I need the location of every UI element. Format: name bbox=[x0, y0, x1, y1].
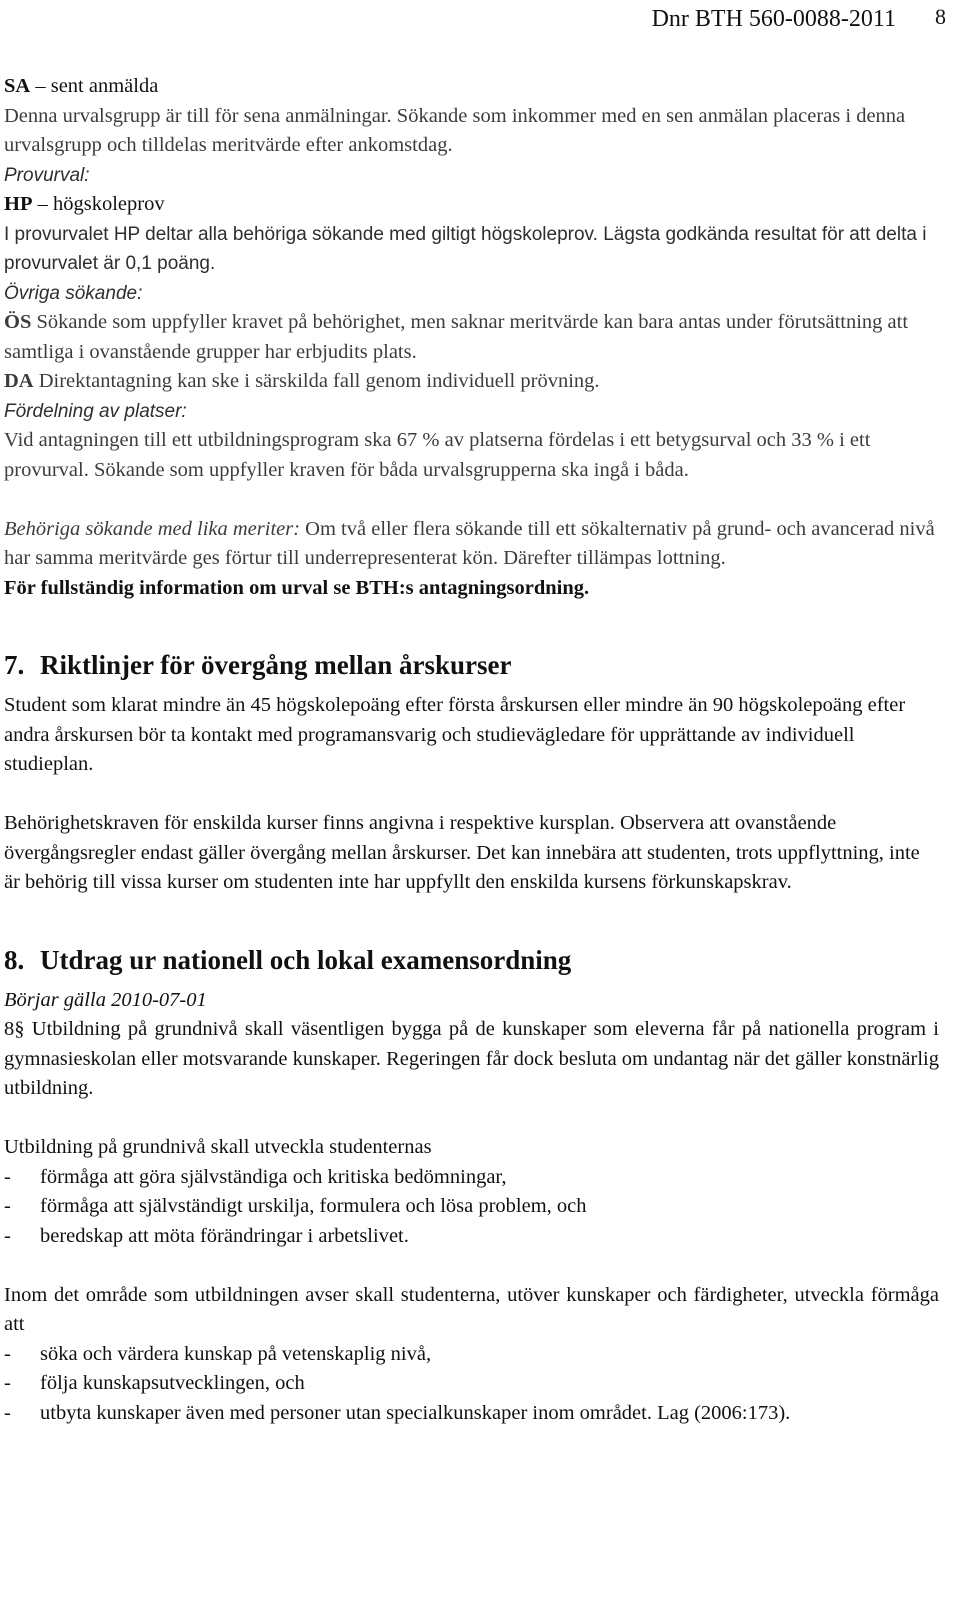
section-8-para-1: 8§ Utbildning på grundnivå skall väsentligen bygga på de kunskaper som eleverna får på nationella program i gymnasieskolan eller motsvarande kunskaper. Regeringen får dock besluta om undantag när det gäller konstnärlig utbildning. bbox=[4, 1018, 939, 1099]
section-7-para-2: Behörighetskraven för enskilda kurser finns angivna i respektive kursplan. Observera att ovanstående övergångsregler endast gäller övergång mellan årskurser. Det kan innebära att studenten, trots uppflyttning, inte är behörig till vissa kurser om studenten inte har uppfyllt den enskilda kursens förkunskapskrav. bbox=[4, 812, 920, 893]
provurval-heading: Provurval: bbox=[4, 164, 90, 186]
list-bullet: - bbox=[4, 1372, 11, 1394]
lika-meriter-text: Om två eller flera sökande till ett sökalternativ på grund- och avancerad nivå har samma meritvärde ges förtur till underrepresenterat kön. Därefter tillämpas lottning. bbox=[4, 517, 935, 569]
section-8-title bbox=[4, 942, 939, 978]
section-7-title bbox=[4, 647, 939, 683]
list-2-intro: Inom det område som utbildningen avser skall studenterna, utöver kunskaper och färdigheter, utveckla förmåga att bbox=[4, 1283, 939, 1335]
sa-code: SA bbox=[4, 75, 31, 97]
os-text: Sökande som uppfyller kravet på behörighet, men saknar meritvärde kan bara antas under förutsättning att samtliga i ovanstående grupper har erbjudits plats. bbox=[4, 311, 909, 363]
page-header bbox=[0, 2, 960, 42]
list-bullet: - bbox=[4, 1224, 11, 1247]
list-item-text: förmåga att göra självständiga och kritiska bedömningar, bbox=[40, 1165, 507, 1188]
list-item bbox=[4, 1340, 939, 1370]
list-bullet: - bbox=[4, 1401, 11, 1424]
list-bullet: - bbox=[4, 1195, 11, 1217]
page-number: 8 bbox=[935, 4, 946, 29]
fordelning-heading: Fördelning av platser: bbox=[4, 400, 187, 422]
section-7-para-1: Student som klarat mindre än 45 högskolepoäng efter första årskursen eller mindre än 90 högskolepoäng efter andra årskursen bör ta kontakt med programansvarig och studievägledare för upprättande av individuell studieplan. bbox=[4, 694, 906, 775]
hp-code: HP bbox=[4, 193, 33, 215]
da-code: DA bbox=[4, 370, 34, 392]
section-8-number: 8. bbox=[4, 944, 25, 975]
lika-meriter-heading: Behöriga sökande med lika meriter: bbox=[4, 517, 301, 540]
provurval-text: I provurvalet HP deltar alla behöriga sökande med giltigt högskoleprov. Lägsta godkända resultat för att delta i provurvalet är 0,1 poäng. bbox=[4, 223, 927, 274]
document-body bbox=[4, 72, 939, 1428]
os-code: ÖS bbox=[4, 311, 32, 333]
sa-text: Denna urvalsgrupp är till för sena anmälningar. Sökande som inkommer med en sen anmälan placeras i denna urvalsgrupp och tilldelas meritvärde efter ankomstdag. bbox=[4, 104, 906, 156]
list-item bbox=[4, 1163, 939, 1193]
list-item-text: beredskap att möta förändringar i arbetslivet. bbox=[40, 1224, 409, 1247]
valid-from: Börjar gälla 2010-07-01 bbox=[4, 988, 207, 1011]
sa-heading bbox=[4, 72, 939, 102]
da-paragraph bbox=[4, 367, 939, 397]
list-item-text: följa kunskapsutvecklingen, och bbox=[40, 1372, 305, 1394]
section-7-title-text: Riktlinjer för övergång mellan årskurser bbox=[40, 650, 512, 680]
section-8-title-text: Utdrag ur nationell och lokal examensordning bbox=[40, 944, 572, 975]
list-item bbox=[4, 1399, 939, 1429]
section-7-number: 7. bbox=[4, 650, 25, 680]
ovriga-heading: Övriga sökande: bbox=[4, 282, 143, 304]
da-text: Direktantagning kan ske i särskilda fall genom individuell prövning. bbox=[33, 370, 600, 392]
lika-meriter-paragraph bbox=[4, 515, 939, 574]
urval-info-note: För fullständig information om urval se BTH:s antagningsordning. bbox=[4, 576, 590, 599]
list-bullet: - bbox=[4, 1342, 11, 1365]
hp-heading bbox=[4, 190, 939, 220]
fordelning-text: Vid antagningen till ett utbildningsprogram ska 67 % av platserna fördelas i ett betygsurval och 33 % i ett provurval. Sökande som uppfyller kraven för båda urvalsgrupperna ska ingå i båda. bbox=[4, 429, 871, 481]
list-bullet: - bbox=[4, 1165, 11, 1188]
list-item bbox=[4, 1192, 939, 1222]
hp-label: – högskoleprov bbox=[32, 193, 165, 215]
sa-label: – sent anmälda bbox=[30, 75, 159, 97]
list-item-text: söka och värdera kunskap på vetenskaplig nivå, bbox=[40, 1342, 432, 1365]
list-item bbox=[4, 1369, 939, 1399]
list-item bbox=[4, 1222, 939, 1252]
document-reference: Dnr BTH 560-0088-2011 bbox=[651, 6, 896, 32]
os-paragraph bbox=[4, 308, 939, 367]
list-item-text: förmåga att självständigt urskilja, formulera och lösa problem, och bbox=[40, 1195, 587, 1217]
list-1-intro: Utbildning på grundnivå skall utveckla studenternas bbox=[4, 1136, 432, 1158]
list-item-text: utbyta kunskaper även med personer utan specialkunskaper inom området. Lag (2006:173). bbox=[40, 1401, 791, 1424]
